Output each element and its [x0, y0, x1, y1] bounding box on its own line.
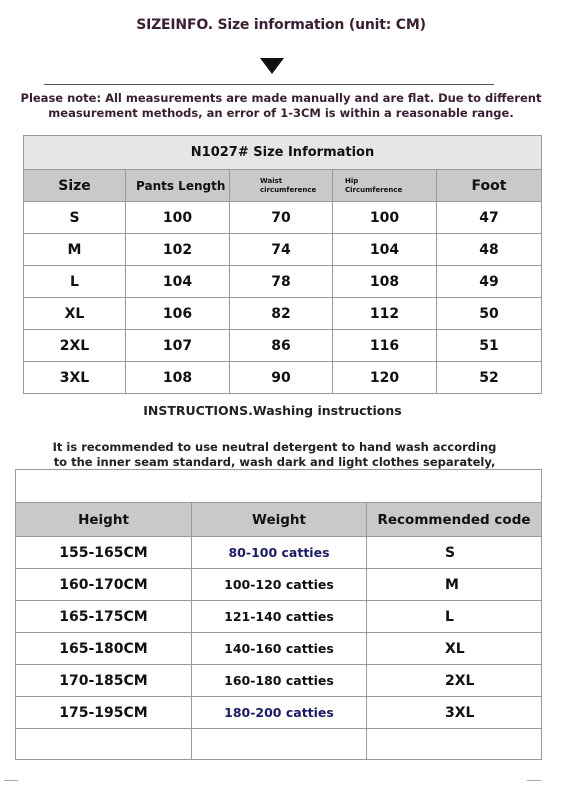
table-row [16, 569, 542, 601]
cell-pants-length: 106 [126, 298, 230, 330]
cell-foot: 47 [437, 202, 542, 234]
corner-mark [527, 780, 541, 781]
cell-weight: 80-100 catties [192, 537, 367, 569]
cell-size: 3XL [24, 362, 126, 394]
washing-line-1: It is recommended to use neutral detergent to hand wash according [52, 440, 497, 454]
header-recommended-code: Recommended code [367, 503, 542, 537]
table-row [16, 537, 542, 569]
cell-height: 170-185CM [16, 665, 192, 697]
cell-recommended-code: XL [367, 633, 542, 665]
recommend-table-top-row [16, 470, 542, 503]
table-row-empty [16, 729, 542, 760]
cell-pants-length: 102 [126, 234, 230, 266]
cell-weight: 100-120 catties [192, 569, 367, 601]
empty-cell [16, 470, 542, 503]
cell-height: 160-170CM [16, 569, 192, 601]
cell-hip: 100 [333, 202, 437, 234]
cell-height: 155-165CM [16, 537, 192, 569]
cell-size: M [24, 234, 126, 266]
cell-size: S [24, 202, 126, 234]
empty-cell [367, 729, 542, 760]
cell-size: XL [24, 298, 126, 330]
header-hip-line-1: Hip [345, 176, 359, 185]
cell-pants-length: 100 [126, 202, 230, 234]
cell-waist: 82 [230, 298, 333, 330]
cell-height: 165-180CM [16, 633, 192, 665]
size-recommendation-table [15, 469, 542, 760]
cell-hip: 116 [333, 330, 437, 362]
cell-recommended-code: 2XL [367, 665, 542, 697]
table-row [24, 234, 542, 266]
table-row [24, 202, 542, 234]
page-title: SIZEINFO. Size information (unit: CM) [136, 17, 426, 33]
empty-cell [192, 729, 367, 760]
header-pants-length: Pants Length [126, 170, 230, 202]
cell-pants-length: 104 [126, 266, 230, 298]
cell-pants-length: 107 [126, 330, 230, 362]
header-hip [333, 170, 437, 202]
cell-hip: 112 [333, 298, 437, 330]
header-foot: Foot [437, 170, 542, 202]
cell-waist: 74 [230, 234, 333, 266]
header-waist-line-1: Waist [260, 176, 283, 185]
cell-weight: 180-200 catties [192, 697, 367, 729]
down-arrow-icon [260, 58, 284, 74]
cell-size: 2XL [24, 330, 126, 362]
header-height: Height [16, 503, 192, 537]
table-row [16, 633, 542, 665]
cell-pants-length: 108 [126, 362, 230, 394]
size-table-header-row [24, 170, 542, 202]
corner-mark [4, 780, 18, 781]
size-table-caption: N1027# Size Information [24, 136, 542, 170]
cell-recommended-code: S [367, 537, 542, 569]
table-row [24, 362, 542, 394]
table-row [24, 330, 542, 362]
cell-foot: 49 [437, 266, 542, 298]
header-size: Size [24, 170, 126, 202]
table-row [24, 298, 542, 330]
cell-recommended-code: M [367, 569, 542, 601]
cell-hip: 104 [333, 234, 437, 266]
instructions-heading: INSTRUCTIONS.Washing instructions [143, 403, 402, 418]
recommend-table-header-row [16, 503, 542, 537]
cell-waist: 78 [230, 266, 333, 298]
cell-recommended-code: 3XL [367, 697, 542, 729]
table-row [16, 665, 542, 697]
divider [44, 84, 494, 85]
cell-foot: 52 [437, 362, 542, 394]
cell-hip: 120 [333, 362, 437, 394]
table-row [16, 601, 542, 633]
cell-height: 175-195CM [16, 697, 192, 729]
cell-waist: 90 [230, 362, 333, 394]
header-weight: Weight [192, 503, 367, 537]
header-waist [230, 170, 333, 202]
measurement-note [0, 91, 562, 121]
size-table [23, 135, 542, 394]
cell-weight: 140-160 catties [192, 633, 367, 665]
washing-line-2: to the inner seam standard, wash dark and light clothes separately, [53, 455, 496, 469]
cell-weight: 160-180 catties [192, 665, 367, 697]
cell-foot: 51 [437, 330, 542, 362]
empty-cell [16, 729, 192, 760]
note-line-1: Please note: All measurements are made manually and are flat. Due to different [20, 91, 542, 105]
cell-waist: 70 [230, 202, 333, 234]
cell-recommended-code: L [367, 601, 542, 633]
cell-size: L [24, 266, 126, 298]
cell-foot: 48 [437, 234, 542, 266]
cell-waist: 86 [230, 330, 333, 362]
cell-height: 165-175CM [16, 601, 192, 633]
table-row [16, 697, 542, 729]
header-hip-line-2: Circumference [345, 185, 403, 194]
size-table-caption-row [24, 136, 542, 170]
header-waist-line-2: circumference [260, 185, 317, 194]
table-row [24, 266, 542, 298]
note-line-2: measurement methods, an error of 1-3CM is within a reasonable range. [48, 106, 514, 120]
cell-foot: 50 [437, 298, 542, 330]
cell-hip: 108 [333, 266, 437, 298]
cell-weight: 121-140 catties [192, 601, 367, 633]
